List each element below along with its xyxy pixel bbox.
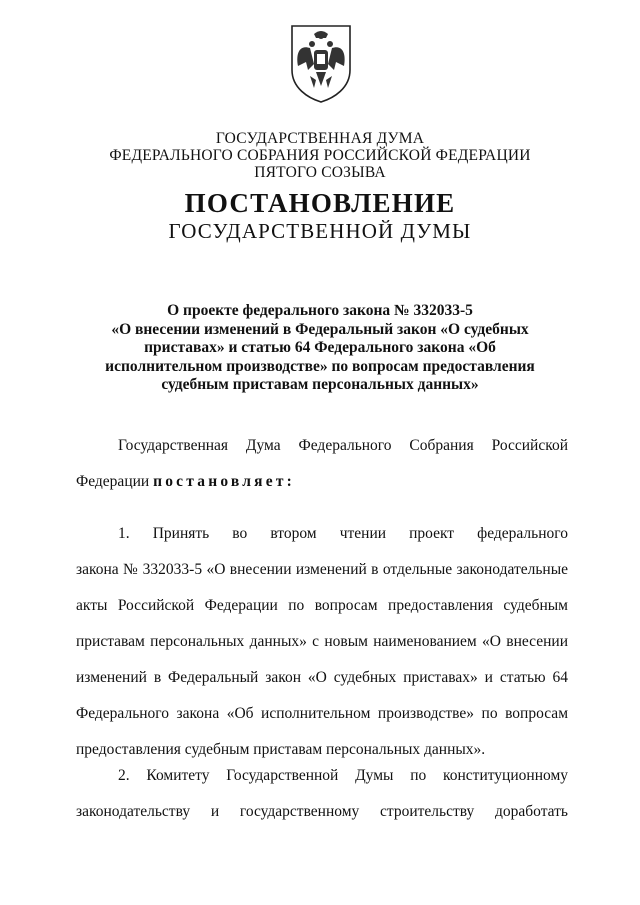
subject-line: О проекте федерального закона № 332033-5 xyxy=(167,302,473,319)
intro-line: Государственная Дума Федерального Собрания Российской xyxy=(118,437,568,454)
coat-of-arms-emblem xyxy=(286,22,356,104)
title-sub: ГОСУДАРСТВЕННОЙ ДУМЫ xyxy=(168,219,472,243)
item-1-paragraph xyxy=(76,516,568,768)
org-line-2: ФЕДЕРАЛЬНОГО СОБРАНИЯ РОССИЙСКОЙ ФЕДЕРАЦИИ xyxy=(109,147,531,164)
subject-line: приставах» и статью 64 Федерального закона «Об xyxy=(144,339,496,356)
intro-paragraph xyxy=(76,428,568,500)
item-1-line: приставам персональных данных» с новым наименованием «О внесении xyxy=(76,633,568,650)
item-1-line: предоставления судебным приставам персональных данных». xyxy=(76,741,486,758)
intro-federation: Федерации xyxy=(76,473,154,490)
subject-line: исполнительном производстве» по вопросам предоставления xyxy=(105,357,535,375)
subject-line: судебным приставам персональных данных» xyxy=(161,376,479,393)
resolves-word: постановляет: xyxy=(153,473,295,490)
convocation: ПЯТОГО СОЗЫВА xyxy=(254,164,386,181)
item-2-paragraph xyxy=(76,758,568,830)
item-2-line: 2. Комитету Государственной Думы по конституционному xyxy=(118,767,568,784)
subject-line: «О внесении изменений в Федеральный закон «О судебных xyxy=(111,320,529,338)
item-1-line: закона № 332033-5 «О внесении изменений в отдельные законодательные xyxy=(76,561,568,578)
item-1-line: изменений в Федеральный закон «О судебных приставах» и статью 64 xyxy=(76,669,568,686)
item-1-line: 1. Принять во втором чтении проект федерального xyxy=(118,525,568,542)
title-main: ПОСТАНОВЛЕНИЕ xyxy=(184,188,456,218)
item-2-line: законодательству и государственному строительству доработать xyxy=(76,803,568,820)
document-subject xyxy=(60,302,580,395)
item-1-line: Федерального закона «Об исполнительном производстве» по вопросам xyxy=(76,705,568,722)
org-line-1: ГОСУДАРСТВЕННАЯ ДУМА xyxy=(215,130,425,147)
item-1-line: акты Российской Федерации по вопросам предоставления судебным xyxy=(76,597,568,614)
document-header xyxy=(0,130,640,181)
document-title xyxy=(0,188,640,244)
intro-line xyxy=(76,464,568,500)
